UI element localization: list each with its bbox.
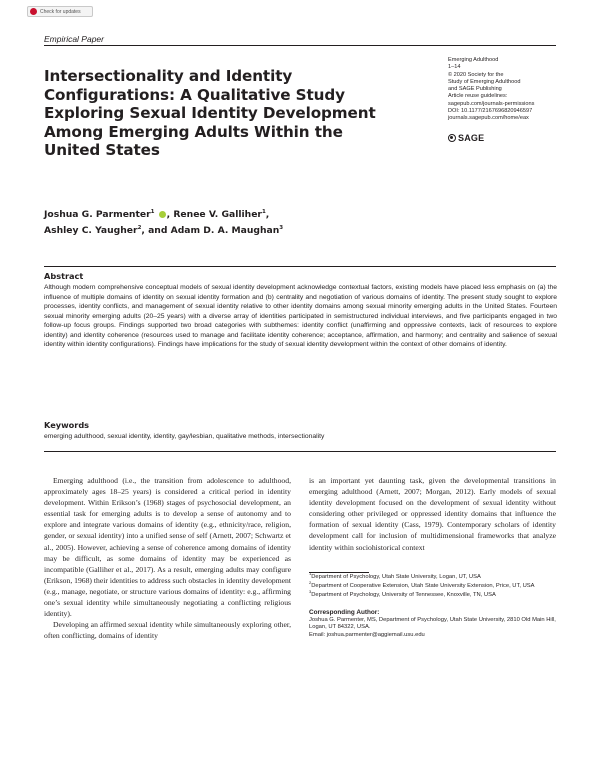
footnote-text: Department of Cooperative Extension, Utah State University Extension, Price, UT, USA bbox=[311, 583, 535, 590]
abstract-top-divider bbox=[44, 266, 556, 267]
footnote-marker: 3 bbox=[309, 589, 312, 595]
body-paragraph: Emerging adulthood (i.e., the transition from adolescence to adulthood, approximately ages 18–25 years) is considered a critical period in identity development. Within Erikson’s (1968) stages of psychosocial development, an essential task for emerging adults is to develop a sense of autonomy and to explore and integrate various domains of identity (e.g., ethnicity/race, religion, gender, or sexual identity) into a unified sense of self (Arnett, 2007; Schwartz et al., 2005). However, achieving a sense of coherence among domains of identity may be difficult, as some domains of identity may be experienced as incompatible (Galliher et al., 2017). As a result, emerging adults may configure (Erikson, 1968) their identities to address such obstacles in identity development (e.g., manage, negotiate, or structure various domains of identity: e.g., affirming one’s sexual identity while simultaneously negotiating a conflicting religious identity). bbox=[44, 476, 291, 619]
corresponding-author-address: Joshua G. Parmenter, MS, Department of Psychology, Utah State University, 2810 Old Main Hill, Logan, UT 84322, USA. bbox=[309, 616, 556, 631]
publication-info bbox=[448, 57, 563, 123]
affiliation-footnote bbox=[309, 571, 561, 582]
permissions-link[interactable]: sagepub.com/journals-permissions bbox=[448, 100, 535, 107]
abstract-heading: Abstract bbox=[44, 271, 84, 281]
footnote-text: Department of Psychology, Utah State University, Logan, UT, USA bbox=[311, 574, 481, 580]
keywords-bottom-divider bbox=[44, 451, 556, 452]
footnote-divider bbox=[309, 572, 369, 573]
affiliation-marker: 3 bbox=[279, 224, 284, 231]
affiliation-footnote bbox=[309, 589, 561, 600]
journal-name: Emerging Adulthood bbox=[448, 57, 499, 63]
sage-logo-icon bbox=[448, 134, 456, 142]
author-list bbox=[44, 207, 404, 238]
affiliation-marker: 1 bbox=[261, 208, 266, 215]
footnote-marker: 1 bbox=[309, 571, 312, 577]
check-for-updates-badge[interactable] bbox=[27, 6, 93, 17]
author-name: Joshua G. Parmenter bbox=[44, 209, 151, 220]
check-for-updates-label: Check for updates bbox=[40, 8, 81, 15]
affiliation-footnote bbox=[309, 580, 561, 591]
article-title: Intersectionality and Identity Configurations: A Qualitative Study Exploring Sexual Identity Development Among Emerging Adults Within the United States bbox=[44, 67, 376, 160]
doi-link[interactable]: DOI: 10.1177/2167696820946597 bbox=[448, 108, 533, 115]
journal-home-link[interactable]: journals.sagepub.com/home/eax bbox=[448, 115, 529, 122]
publisher-logo bbox=[448, 133, 484, 143]
author-name: Ashley C. Yaugher bbox=[44, 224, 138, 236]
abstract-text: Although modern comprehensive conceptual models of sexual identity development acknowledge contextual factors, existing models have placed less emphasis on (a) the influence of multiple domains of identity on sexual identity formation and (b) centrality and negotiation of various domains of identity. The present study sought to explore processes, identity conflicts, and management of sexual identity relative to other identity domains among sexual minority emerging adults in the United States. Fourteen sexual minority emerging adults (20–25 years) with a diverse array of identities participated in semistructured individual interviews, and five participants engaged in two follow-up focus groups. Findings supported two broad categories with subthemes: identity conflict (unaffirming and oppressive contexts, lack of resources to explore identity) and identity coherence (resources used to manage and facilitate identity coherence; acceptance, affirmation, and harmony; and centrality and salience of sexual identity within identity configurations). Findings have implications for the study of sexual identity development within the context of other domains of identity. bbox=[44, 284, 557, 349]
body-column-left bbox=[44, 475, 291, 641]
affiliation-marker: 2 bbox=[137, 224, 142, 231]
header-divider bbox=[44, 45, 556, 46]
footnotes bbox=[309, 571, 561, 639]
copyright-line: © 2020 Society for the bbox=[448, 71, 504, 78]
footnote-marker: 2 bbox=[309, 580, 312, 586]
body-paragraph: is an important yet daunting task, given the developmental transitions in emerging adulthood (Arnett, 2007; Morgan, 2012). Early models of sexual identity development focused on the development of sexual identity without considering other privileged or oppressed identity domains that influence the formation of sexual identity (Cass, 1979). Contemporary scholars of identity development call for inclusion of multidimensional frameworks that analyze identity within sociohistorical context bbox=[309, 476, 556, 552]
affiliation-marker: 1 bbox=[150, 208, 155, 215]
keywords-text: emerging adulthood, sexual identity, identity, gay/lesbian, qualitative methods, intersectionality bbox=[44, 433, 325, 440]
page-range: 1–14 bbox=[448, 64, 461, 71]
author-name: , Renee V. Galliher bbox=[166, 209, 262, 220]
publisher-name: SAGE bbox=[458, 133, 485, 143]
footnote-text: Department of Psychology, University of Tennessee, Knoxville, TN, USA bbox=[311, 592, 496, 599]
copyright-line: Study of Emerging Adulthood bbox=[448, 78, 521, 85]
copyright-line: and SAGE Publishing bbox=[448, 86, 502, 93]
crossmark-icon bbox=[30, 8, 37, 15]
keywords-heading: Keywords bbox=[44, 420, 90, 430]
author-separator: , bbox=[265, 209, 270, 220]
body-column-right bbox=[309, 475, 556, 553]
corresponding-author-email[interactable]: Email: joshua.parmenter@aggiemail.usu.edu bbox=[309, 631, 425, 638]
article-type-label: Empirical Paper bbox=[44, 34, 104, 44]
author-name: , and Adam D. A. Maughan bbox=[141, 224, 280, 236]
body-paragraph: Developing an affirmed sexual identity while simultaneously exploring other, often conflicting, domains of identity bbox=[44, 620, 291, 641]
reuse-guidelines-label: Article reuse guidelines: bbox=[448, 93, 508, 100]
orcid-icon[interactable] bbox=[159, 211, 166, 218]
corresponding-author-heading: Corresponding Author: bbox=[309, 608, 380, 616]
